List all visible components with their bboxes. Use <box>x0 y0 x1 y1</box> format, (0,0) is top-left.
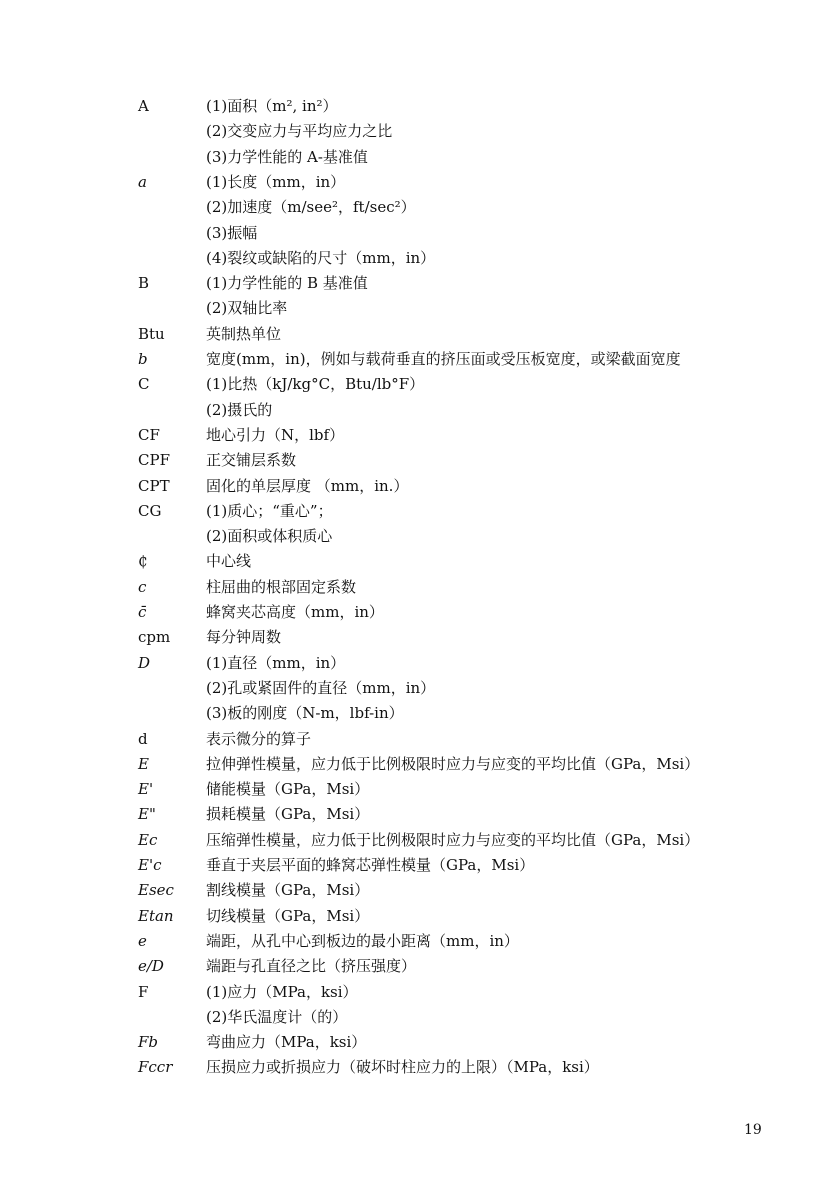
glossary-row <box>0 577 822 602</box>
glossary-row <box>0 931 822 956</box>
glossary-symbol: Esec <box>138 881 174 900</box>
glossary-definition: (3)板的刚度（N-m，lbf-in） <box>206 704 404 723</box>
glossary-row <box>0 551 822 576</box>
glossary-symbol: Fccr <box>138 1058 173 1077</box>
glossary-row <box>0 526 822 551</box>
glossary-symbol: Fb <box>138 1033 159 1052</box>
glossary-symbol: F <box>138 982 149 1001</box>
glossary-row <box>0 956 822 981</box>
glossary-row <box>0 779 822 804</box>
glossary-definition: (2)加速度（m/see²，ft/sec²） <box>206 198 416 217</box>
glossary-row <box>0 223 822 248</box>
glossary-symbol: Etan <box>138 906 174 925</box>
glossary-row <box>0 982 822 1007</box>
glossary-symbol: c <box>138 577 147 596</box>
glossary-row <box>0 627 822 652</box>
glossary-symbol: E <box>138 754 149 773</box>
glossary-symbol: CG <box>138 501 162 520</box>
glossary-definition: (2)华氏温度计（的） <box>206 1007 348 1026</box>
glossary-symbol: Ec <box>138 830 158 849</box>
glossary-definition: 储能模量（GPa，Msi） <box>206 780 370 799</box>
glossary-symbol: CPF <box>138 451 170 470</box>
glossary-row <box>0 147 822 172</box>
glossary-row <box>0 729 822 754</box>
glossary-definition: (4)裂纹或缺陷的尺寸（mm，in） <box>206 248 436 267</box>
glossary-symbol: d <box>138 729 148 748</box>
glossary-row <box>0 324 822 349</box>
glossary-definition: (1)面积（m², in²） <box>206 97 338 115</box>
glossary-row <box>0 804 822 829</box>
glossary-definition: 垂直于夹层平面的蜂窝芯弹性模量（GPa，Msi） <box>206 856 535 874</box>
glossary-row <box>0 197 822 222</box>
glossary-row <box>0 96 822 121</box>
glossary-definition: 割线模量（GPa，Msi） <box>206 881 370 900</box>
glossary-definition: (1)长度（mm，in） <box>206 172 346 191</box>
glossary-row <box>0 273 822 298</box>
page-number: 19 <box>744 1122 762 1138</box>
glossary-definition: (2)摄氏的 <box>206 400 273 419</box>
glossary-row <box>0 400 822 425</box>
glossary-definition: 拉伸弹性模量，应力低于比例极限时应力与应变的平均比值（GPa，Msi） <box>206 754 700 773</box>
glossary-definition: 表示微分的算子 <box>206 729 312 748</box>
glossary-definition: 端距与孔直径之比（挤压强度） <box>206 957 417 976</box>
glossary-definition: 固化的单层厚度 （mm，in.） <box>206 476 409 495</box>
glossary-symbol: A <box>138 97 149 115</box>
glossary-symbol: cpm <box>138 628 171 647</box>
glossary-symbol: b <box>138 350 148 368</box>
glossary-definition: 每分钟周数 <box>206 628 282 647</box>
glossary-symbol: CPT <box>138 476 170 495</box>
glossary-symbol: e <box>138 931 147 950</box>
glossary-row <box>0 880 822 905</box>
glossary-row <box>0 501 822 526</box>
glossary-symbol: e/D <box>138 957 164 976</box>
glossary-row <box>0 349 822 374</box>
glossary-definition: 宽度(mm，in)，例如与载荷垂直的挤压面或受压板宽度，或梁截面宽度 <box>206 350 681 368</box>
glossary-definition: (2)面积或体积质心 <box>206 527 333 546</box>
glossary-symbol: E' <box>138 780 154 799</box>
glossary-row <box>0 1007 822 1032</box>
glossary-row <box>0 906 822 931</box>
glossary-row <box>0 1032 822 1057</box>
glossary-definition: 压缩弹性模量，应力低于比例极限时应力与应变的平均比值（GPa，Msi） <box>206 830 700 849</box>
glossary-definition: (1)力学性能的 B 基准值 <box>206 274 368 293</box>
glossary-definition: 柱屈曲的根部固定系数 <box>206 577 357 596</box>
glossary-symbol: E'c <box>138 856 162 874</box>
glossary-definition: 地心引力（N，lbf） <box>206 425 345 444</box>
glossary-definition: 压损应力或折损应力（破坏时柱应力的上限）（MPa，ksi） <box>206 1058 599 1077</box>
glossary-symbol: C <box>138 375 150 394</box>
glossary-definition: 端距，从孔中心到板边的最小距离（mm，in） <box>206 931 519 950</box>
glossary-definition: (1)直径（mm，in） <box>206 653 346 672</box>
glossary-row <box>0 855 822 880</box>
glossary-definition: (1)应力（MPa，ksi） <box>206 982 358 1001</box>
glossary-symbol: c̄ <box>138 603 147 621</box>
glossary-row <box>0 703 822 728</box>
glossary-row <box>0 298 822 323</box>
glossary-definition: 英制热单位 <box>206 324 282 343</box>
glossary-row <box>0 754 822 779</box>
glossary-definition: (2)交变应力与平均应力之比 <box>206 122 393 141</box>
glossary-definition: (3)振幅 <box>206 223 258 242</box>
glossary-symbol: D <box>138 653 151 672</box>
glossary-definition: (2)孔或紧固件的直径（mm，in） <box>206 678 436 697</box>
glossary-symbol: a <box>138 172 147 191</box>
glossary-row <box>0 374 822 399</box>
glossary-definition: 中心线 <box>206 552 252 571</box>
glossary-row <box>0 602 822 627</box>
glossary-row <box>0 425 822 450</box>
glossary-definition: (1)质心；“重心”； <box>206 501 333 520</box>
glossary-symbol: CF <box>138 425 160 444</box>
glossary-definition: 蜂窝夹芯高度（mm，in） <box>206 603 384 621</box>
glossary-row <box>0 450 822 475</box>
glossary-row <box>0 1057 822 1082</box>
glossary-symbol: E" <box>138 805 156 824</box>
glossary-definition: (2)双轴比率 <box>206 299 288 318</box>
glossary-row <box>0 653 822 678</box>
glossary-row <box>0 678 822 703</box>
glossary-row <box>0 248 822 273</box>
glossary-symbol: Btu <box>138 324 165 343</box>
glossary-row <box>0 121 822 146</box>
glossary-definition: (3)力学性能的 A-基准值 <box>206 147 368 166</box>
glossary-symbol: ₵ <box>138 552 148 571</box>
glossary-row <box>0 172 822 197</box>
glossary-row <box>0 476 822 501</box>
glossary-definition: 切线模量（GPa，Msi） <box>206 906 370 925</box>
glossary-definition: 损耗模量（GPa，Msi） <box>206 805 370 824</box>
glossary-symbol: B <box>138 274 150 293</box>
glossary-definition: 弯曲应力（MPa，ksi） <box>206 1033 367 1052</box>
glossary-row <box>0 830 822 855</box>
glossary-definition: 正交铺层系数 <box>206 451 297 470</box>
glossary-definition: (1)比热（kJ/kg°C，Btu/lb°F） <box>206 375 425 394</box>
